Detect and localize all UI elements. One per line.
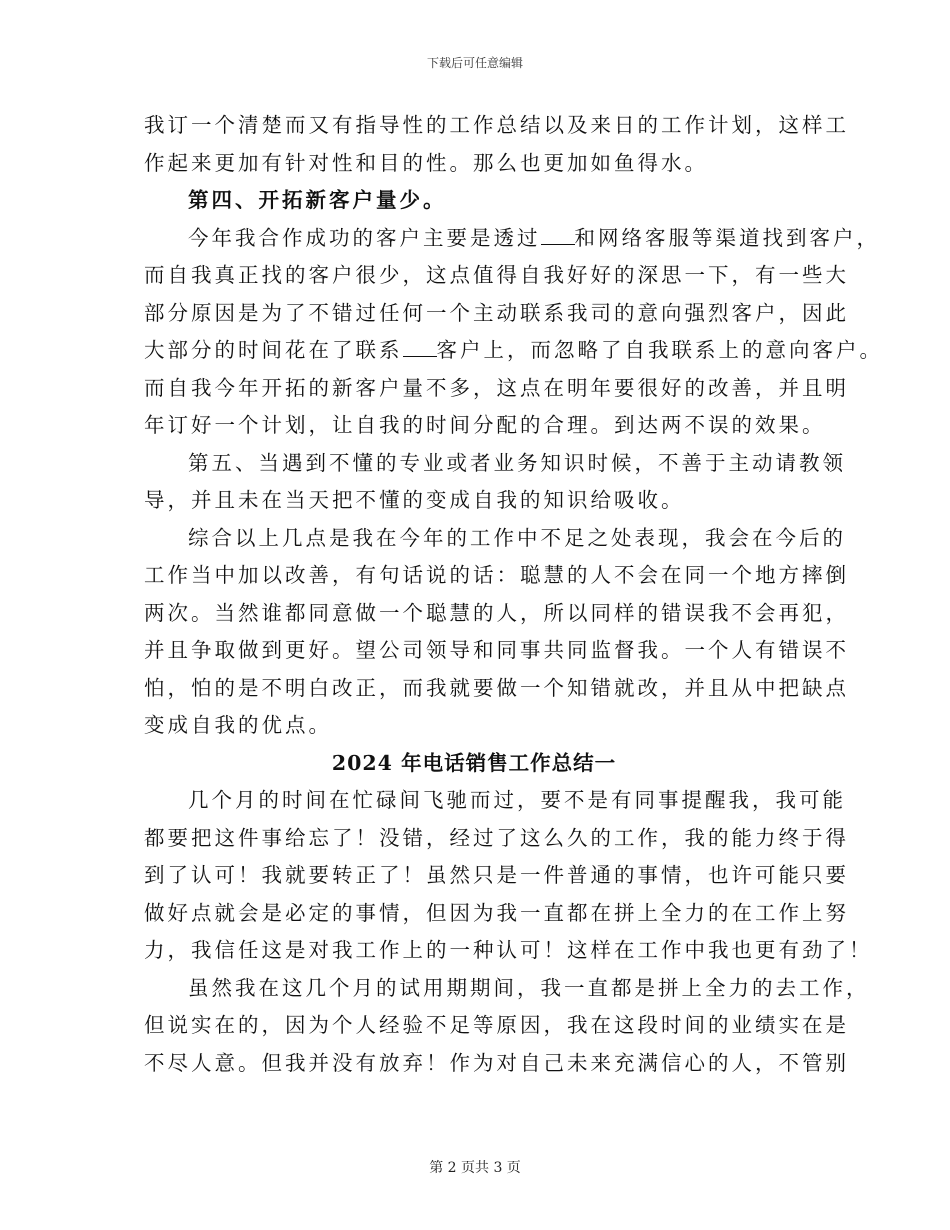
document-body [144, 107, 883, 1082]
body-line: 都要把这件事给忘了！没错，经过了这么久的工作，我的能力终于得 [144, 825, 849, 850]
blank-underline [541, 226, 575, 245]
page-footer: 第 2 页共 3 页 [429, 1160, 521, 1176]
body-line: 怕，怕的是不明白改正，而我就要做一个知错就改，并且从中把缺点 [144, 675, 849, 700]
body-line-with-blank [144, 220, 880, 258]
body-line: 部分原因是为了不错过任何一个主动联系我司的意向强烈客户，因此 [144, 300, 849, 325]
body-line: 虽然我在这几个月的试用期期间，我一直都是拼上全力的去工作， [188, 975, 870, 1000]
section-heading: 第四、开拓新客户量少。 [188, 188, 447, 212]
body-line: 做好点就会是必定的事情，但因为我一直都在拼上全力的在工作上努 [144, 900, 849, 925]
blank-underline [403, 338, 437, 357]
body-line: 而自我真正找的客户很少，这点值得自我好好的深思一下，有一些大 [144, 263, 849, 287]
body-line: 而自我今年开拓的新客户量不多，这点在明年要很好的改善，并且明 [144, 375, 849, 400]
body-line: 并且争取做到更好。望公司领导和同事共同监督我。一个人有错误不 [144, 638, 849, 662]
body-line: 不尽人意。但我并没有放弃！作为对自己未来充满信心的人，不管别 [144, 1050, 849, 1075]
body-line: 作起来更加有针对性和目的性。那么也更加如鱼得水。 [144, 150, 708, 175]
body-line: 年订好一个计划，让自我的时间分配的合理。到达两不误的效果。 [144, 413, 826, 437]
body-line: 我订一个清楚而又有指导性的工作总结以及来日的工作计划，这样工 [144, 113, 849, 137]
body-line: 但说实在的，因为个人经验不足等原因，我在这段时间的业绩实在是 [144, 1013, 849, 1037]
body-line: 到了认可！我就要转正了！虽然只是一件普通的事情，也许可能只要 [144, 863, 849, 887]
line-segment: 今年我合作成功的客户主要是透过 [188, 225, 541, 250]
section-title: 2024 年电话销售工作总结一 [331, 750, 617, 775]
body-line: 几个月的时间在忙碌间飞驰而过，要不是有同事提醒我，我可能 [188, 788, 846, 812]
body-line: 变成自我的优点。 [144, 713, 332, 737]
body-line: 两次。当然谁都同意做一个聪慧的人，所以同样的错误我不会再犯， [144, 600, 849, 625]
line-segment: 大部分的时间花在了联系 [144, 338, 403, 362]
body-line: 导，并且未在当天把不懂的变成自我的知识给吸收。 [144, 488, 685, 512]
body-line: 力，我信任这是对我工作上的一种认可！这样在工作中我也更有劲了！ [144, 938, 873, 962]
body-line-with-blank [144, 332, 883, 370]
body-line: 综合以上几点是我在今年的工作中不足之处表现，我会在今后的 [188, 525, 846, 550]
body-line: 工作当中加以改善，有句话说的话：聪慧的人不会在同一个地方摔倒 [144, 563, 849, 587]
line-segment: 和网络客服等渠道找到客户， [574, 225, 880, 250]
body-line: 第五、当遇到不懂的专业或者业务知识时候，不善于主动请教领 [188, 450, 846, 475]
line-segment: 客户上，而忽略了自我联系上的意向客户。 [436, 338, 883, 362]
page-header: 下载后可任意编辑 [426, 56, 523, 70]
